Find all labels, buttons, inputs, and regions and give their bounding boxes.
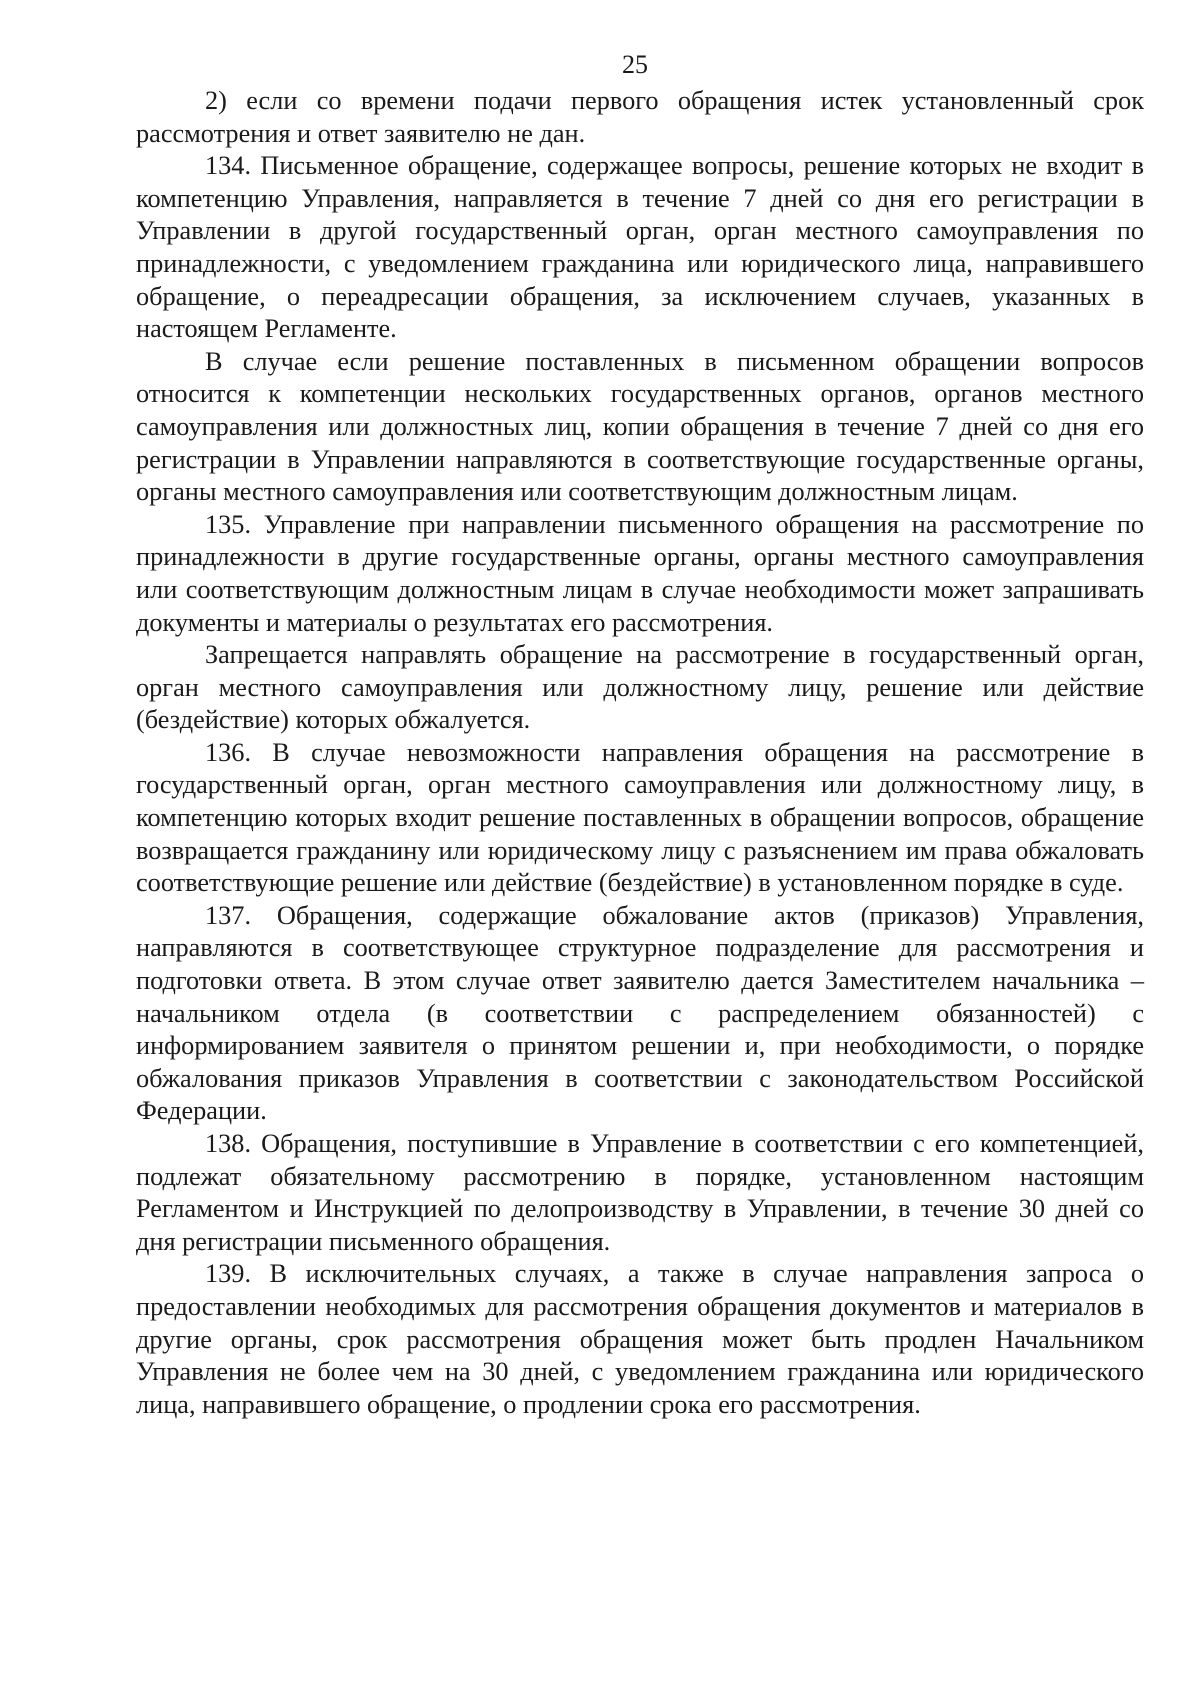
paragraph-139: 139. В исключительных случаях, а также в случае направления запроса о предоставлении необходимых для рассмотрения обращения документов и материалов в другие органы, срок рассмотрения обращения может быть продлен Начальником Управления не более чем на 30 дней, с уведомлением гражданина или юридического лица, направившего обращение, о продлении срока его рассмотрения.: [136, 1259, 1144, 1419]
paragraph-136: 136. В случае невозможности направления обращения на рассмотрение в государственный орган, орган местного самоуправления или должностному лицу, в компетенцию которых входит решение поставленных в обращении вопросов, обращение возвращается гражданину или юридическому лицу с разъяснением им права обжаловать соответствующие решение или действие (бездействие) в установленном порядке в суде.: [136, 737, 1144, 898]
paragraph-137: 137. Обращения, содержащие обжалование актов (приказов) Управления, направляются в соответствующее структурное подразделение для рассмотрения и подготовки ответа. В этом случае ответ заявителю дается Заместителем начальника – начальником отдела (в соответствии с распределением обязанностей) с информированием заявителя о принятом решении и, при необходимости, о порядке обжалования приказов Управления в соответствии с законодательством Российской Федерации.: [136, 900, 1144, 1126]
paragraph-134: 134. Письменное обращение, содержащее вопросы, решение которых не входит в компетенцию Управления, направляется в течение 7 дней со дня его регистрации в Управлении в другой государственный орган, орган местного самоуправления по принадлежности, с уведомлением гражданина или юридического лица, направившего обращение, о переадресации обращения, за исключением случаев, указанных в настоящем Регламенте.: [136, 151, 1144, 344]
paragraph-138: 138. Обращения, поступившие в Управление в соответствии с его компетенцией, подлежат обязательному рассмотрению в порядке, установленном настоящим Регламентом и Инструкцией по делопроизводству в Управлении, в течение 30 дней со дня регистрации письменного обращения.: [136, 1129, 1144, 1256]
page-number: 25: [622, 50, 648, 79]
document-body: [136, 85, 1144, 1421]
paragraph-135-continuation: Запрещается направлять обращение на рассмотрение в государственный орган, орган местного самоуправления или должностному лицу, решение или действие (бездействие) которых обжалуется.: [136, 640, 1144, 735]
paragraph-134-continuation: В случае если решение поставленных в письменном обращении вопросов относится к компетенции нескольких государственных органов, органов местного самоуправления или должностных лиц, копии обращения в течение 7 дней со дня его регистрации в Управлении направляются в соответствующие государственные органы, органы местного самоуправления или соответствующим должностным лицам.: [136, 346, 1144, 507]
paragraph-135: 135. Управление при направлении письменного обращения на рассмотрение по принадлежности в другие государственные органы, органы местного самоуправления или соответствующим должностным лицам в случае необходимости может запрашивать документы и материалы о результатах его рассмотрения.: [136, 509, 1144, 637]
paragraph-item-2: 2) если со времени подачи первого обращения истек установленный срок рассмотрения и ответ заявителю не дан.: [136, 86, 1144, 148]
